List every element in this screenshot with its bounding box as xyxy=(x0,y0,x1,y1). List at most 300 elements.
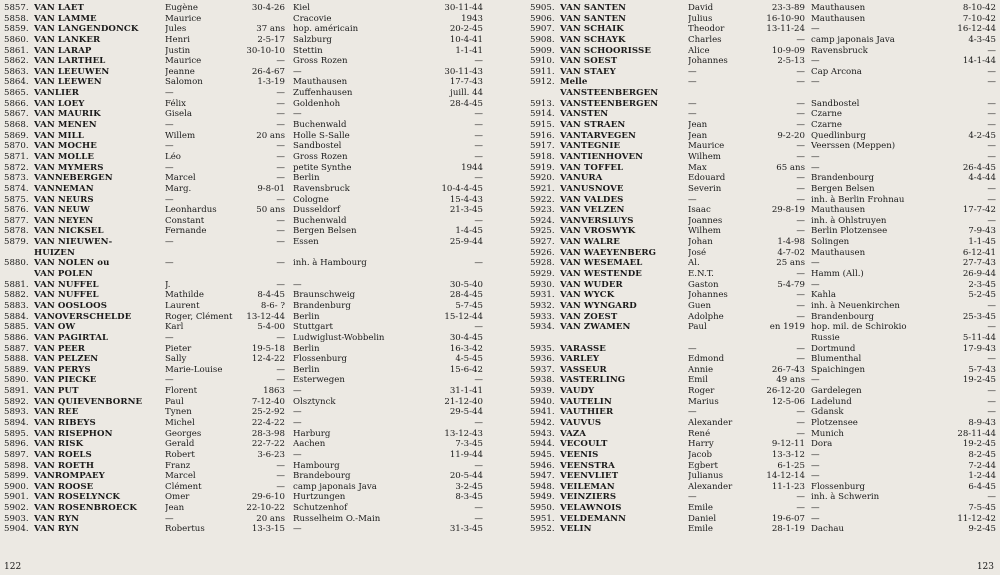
entry-number: 5938. xyxy=(530,375,555,386)
place: — xyxy=(811,77,820,88)
first-name: Salomon xyxy=(165,77,203,88)
death-date: — xyxy=(474,215,483,226)
surname: VAN REE xyxy=(34,407,79,418)
death-date: 20-2-45 xyxy=(449,24,483,35)
birth-date: 9-8-01 xyxy=(257,183,285,194)
place: — xyxy=(293,407,302,418)
birth-date: 28-3-98 xyxy=(251,428,285,439)
death-date: 28-11-44 xyxy=(957,428,996,439)
table-row xyxy=(500,141,1000,152)
birth-date: 9-2-20 xyxy=(777,130,805,141)
death-date: 1-4-45 xyxy=(455,226,483,237)
birth-date: 16-10-90 xyxy=(766,13,805,24)
table-row xyxy=(0,322,500,333)
birth-date: — xyxy=(796,34,805,45)
table-row xyxy=(500,258,1000,269)
table-row xyxy=(500,226,1000,237)
entry-number: 5923. xyxy=(530,205,555,216)
death-date: 21-12-40 xyxy=(444,396,483,407)
entry-number: 5899. xyxy=(4,471,29,482)
table-row xyxy=(0,429,500,440)
birth-date: 25 ans xyxy=(776,258,805,269)
place: Brandenbourg xyxy=(811,311,875,322)
first-name: Harry xyxy=(688,439,714,450)
birth-date: — xyxy=(276,109,285,120)
table-row xyxy=(500,418,1000,429)
first-name: Maurice xyxy=(165,56,202,67)
surname: VAN LANGENDONCK xyxy=(34,24,139,35)
table-row xyxy=(0,3,500,14)
first-name: Fernande xyxy=(165,226,207,237)
surname: VAUTELIN xyxy=(560,396,612,407)
surname: VAN LOEY xyxy=(34,98,85,109)
death-date: — xyxy=(987,151,996,162)
birth-date: 20 ans xyxy=(256,130,285,141)
death-date: 8-3-45 xyxy=(455,492,483,503)
first-name: — xyxy=(165,332,174,343)
place: Brandebourg xyxy=(293,471,351,482)
entry-number: 5902. xyxy=(4,503,29,514)
place: Hamm (All.) xyxy=(811,269,864,280)
birth-date: 1-4-98 xyxy=(777,237,805,248)
place: Ludwiglust-Wobbelin xyxy=(293,332,385,343)
place: Mauthausen xyxy=(811,247,866,258)
table-row xyxy=(0,24,500,35)
place: Berlin Plotzensee xyxy=(811,226,888,237)
death-date: 15-12-44 xyxy=(444,311,483,322)
place: Blumenthal xyxy=(811,354,862,365)
table-row xyxy=(0,195,500,206)
entry-number: 5903. xyxy=(4,513,29,524)
surname: VAN LARAP xyxy=(34,45,92,56)
first-name: Charles xyxy=(688,34,722,45)
entry-number: 5905. xyxy=(530,3,555,13)
birth-date: — xyxy=(796,290,805,301)
entry-number: 5930. xyxy=(530,279,555,290)
first-name: Georges xyxy=(165,428,202,439)
place: inh. à Schwerin xyxy=(811,492,880,503)
entry-number: 5920. xyxy=(530,173,555,184)
place: Berlin xyxy=(293,311,320,322)
surname: VAN PEER xyxy=(34,343,86,354)
entry-number: 5883. xyxy=(4,300,29,311)
table-row xyxy=(0,386,500,397)
place: — xyxy=(293,386,302,397)
entry-number: 5889. xyxy=(4,364,29,375)
table-row xyxy=(500,14,1000,25)
entry-number: 5910. xyxy=(530,56,555,67)
entry-number: 5893. xyxy=(4,407,29,418)
first-name: Alice xyxy=(688,45,710,56)
birth-date: — xyxy=(276,460,285,471)
place: Buchenwald xyxy=(293,215,347,226)
birth-date: — xyxy=(796,311,805,322)
place: — xyxy=(811,24,820,35)
table-row xyxy=(0,173,500,184)
table-row xyxy=(0,109,500,120)
birth-date: — xyxy=(276,364,285,375)
entry-number: 5877. xyxy=(4,215,29,226)
death-date: 25-3-45 xyxy=(962,311,996,322)
surname: VAN WALRE xyxy=(560,237,620,248)
death-date: 28-4-45 xyxy=(449,290,483,301)
place: Salzburg xyxy=(293,34,332,45)
place: Spaichingen xyxy=(811,364,866,375)
table-row xyxy=(0,461,500,472)
place: Schutzenhof xyxy=(293,503,348,514)
surname: VAN NOLEN ou xyxy=(34,258,110,269)
place: Mauthausen xyxy=(811,3,866,13)
entry-number: 5859. xyxy=(4,24,29,35)
entry-number: 5857. xyxy=(4,3,29,13)
place: Gdansk xyxy=(811,407,844,418)
surname: VELAWNOIS xyxy=(560,503,622,514)
table-row xyxy=(0,418,500,429)
surname: VAN OW xyxy=(34,322,76,333)
entry-number: 5891. xyxy=(4,386,29,397)
birth-date: — xyxy=(276,141,285,152)
entry-number: 5915. xyxy=(530,120,555,131)
birth-date: — xyxy=(796,173,805,184)
entry-number: 5864. xyxy=(4,77,29,88)
table-row xyxy=(0,312,500,323)
place: — xyxy=(811,503,820,514)
first-name: Paul xyxy=(688,322,707,333)
death-date: 13-12-43 xyxy=(444,428,483,439)
entry-number: 5943. xyxy=(530,428,555,439)
birth-date: 20 ans xyxy=(256,513,285,524)
death-date: 9-2-45 xyxy=(968,524,996,535)
death-date: — xyxy=(474,417,483,428)
birth-date: 30-10-10 xyxy=(246,45,285,56)
first-name: — xyxy=(165,375,174,386)
surname: VAN NEUW xyxy=(34,205,90,216)
entry-number: 5879. xyxy=(4,237,29,248)
surname: VAN MYMERS xyxy=(34,162,104,173)
place: — xyxy=(811,151,820,162)
entry-number: 5925. xyxy=(530,226,555,237)
first-name: Constant xyxy=(165,215,205,226)
entry-number: 5908. xyxy=(530,34,555,45)
entry-number: 5941. xyxy=(530,407,555,418)
table-row xyxy=(0,184,500,195)
birth-date: 12-4-22 xyxy=(251,354,285,365)
death-date: 5-7-45 xyxy=(455,300,483,311)
entry-number: 5876. xyxy=(4,205,29,216)
surname: VAN WESEMAEL xyxy=(560,258,643,269)
entry-number: 5898. xyxy=(4,460,29,471)
death-date: — xyxy=(987,407,996,418)
surname: VAN WYNGARD xyxy=(560,300,637,311)
place: Bergen Belsen xyxy=(811,183,875,194)
death-date: 7-5-45 xyxy=(968,503,996,514)
place: hop. mil. de Schirokio xyxy=(811,322,907,333)
surname: VASTERLING xyxy=(560,375,626,386)
first-name: — xyxy=(165,513,174,524)
place: Stuttgart xyxy=(293,322,333,333)
surname: VANROMPAEY xyxy=(34,471,105,482)
birth-date: 29-8-19 xyxy=(771,205,805,216)
death-date: 31-3-45 xyxy=(449,524,483,535)
table-row xyxy=(500,514,1000,525)
surname: VAN ROOSE xyxy=(34,481,94,492)
entry-number: 5940. xyxy=(530,396,555,407)
surname: VAN VALDES xyxy=(560,194,624,205)
death-date: 1-1-41 xyxy=(455,45,483,56)
place: Brandenbourg xyxy=(811,173,875,184)
first-name: Emile xyxy=(688,524,714,535)
surname: VAN NUFFEL xyxy=(34,279,99,290)
entry-number: 5907. xyxy=(530,24,555,35)
death-date: 15-4-43 xyxy=(449,194,483,205)
birth-date: 7-12-40 xyxy=(251,396,285,407)
surname: VANTARVEGEN xyxy=(560,130,637,141)
birth-date: 8-6- ? xyxy=(260,300,285,311)
surname: VAN RYN xyxy=(34,513,80,524)
first-name: Mathilde xyxy=(165,290,204,301)
entry-number: 5947. xyxy=(530,471,555,482)
death-date: 27-7-43 xyxy=(962,258,996,269)
table-row xyxy=(500,344,1000,355)
death-date: — xyxy=(474,258,483,269)
death-date: 1-1-45 xyxy=(968,237,996,248)
entry-number: 5904. xyxy=(4,524,29,535)
entry-number: 5917. xyxy=(530,141,555,152)
table-row xyxy=(500,131,1000,142)
first-name: Willem xyxy=(165,130,196,141)
surname: VAN SANTEN xyxy=(560,13,627,24)
table-row xyxy=(500,3,1000,14)
first-name: Robertus xyxy=(165,524,205,535)
first-name: Maurice xyxy=(165,13,202,24)
birth-date: — xyxy=(276,258,285,269)
surname: VAN SCHAIK xyxy=(560,24,624,35)
entry-number: 5892. xyxy=(4,396,29,407)
surname: VAN MILL xyxy=(34,130,84,141)
first-name: Jules xyxy=(165,24,187,35)
table-row xyxy=(0,46,500,57)
table-row xyxy=(500,312,1000,323)
place: — xyxy=(811,56,820,67)
surname: VAUVUS xyxy=(560,417,602,428)
birth-date: 12-5-06 xyxy=(771,396,805,407)
death-date: — xyxy=(474,56,483,67)
table-row xyxy=(0,205,500,216)
table-row xyxy=(0,365,500,376)
entry-number: 5950. xyxy=(530,503,555,514)
surname: VAUTHIER xyxy=(560,407,614,418)
birth-date: 13-12-44 xyxy=(246,311,285,322)
place: — xyxy=(811,279,820,290)
first-name: Franz xyxy=(165,460,191,471)
surname: VEINZIERS xyxy=(560,492,617,503)
death-date: 2-3-45 xyxy=(968,279,996,290)
entry-number: 5926. xyxy=(530,247,555,258)
table-row xyxy=(0,450,500,461)
death-date: 10-4-41 xyxy=(449,34,483,45)
first-name: Theodor xyxy=(688,24,725,35)
table-row xyxy=(0,397,500,408)
birth-date: 19-5-18 xyxy=(251,343,285,354)
first-name: Edmond xyxy=(688,354,725,365)
first-name: Henri xyxy=(165,34,190,45)
surname: VAN NUFFEL xyxy=(34,290,99,301)
entry-number: 5931. xyxy=(530,290,555,301)
first-name: Johan xyxy=(688,237,713,248)
death-date: 16-12-44 xyxy=(957,24,996,35)
first-name: Tynen xyxy=(165,407,192,418)
place: — xyxy=(811,513,820,524)
death-date: 4-3-45 xyxy=(968,34,996,45)
table-row xyxy=(0,524,500,535)
place: Dora xyxy=(811,439,833,450)
first-name: Adolphe xyxy=(688,311,724,322)
birth-date: 13-3-12 xyxy=(771,449,805,460)
birth-date: 2-5-13 xyxy=(777,56,805,67)
place: inh. à Hambourg xyxy=(293,258,367,269)
entry-number: 5919. xyxy=(530,162,555,173)
death-date: — xyxy=(987,322,996,333)
place: Kiel xyxy=(293,3,311,13)
death-date: 16-3-42 xyxy=(449,343,483,354)
death-date: 3-2-45 xyxy=(455,481,483,492)
entry-number: 5921. xyxy=(530,183,555,194)
table-row xyxy=(500,99,1000,110)
first-name: Maurice xyxy=(688,141,725,152)
place: Olsztynck xyxy=(293,396,336,407)
entry-number: 5897. xyxy=(4,449,29,460)
first-name: Max xyxy=(688,162,707,173)
right-page xyxy=(500,0,1000,575)
first-name: Roger, Clément xyxy=(165,311,233,322)
table-row xyxy=(0,131,500,142)
surname: VAN STAEY xyxy=(560,66,616,77)
place: Goldenhoh xyxy=(293,98,341,109)
entry-number: 5916. xyxy=(530,130,555,141)
table-row xyxy=(500,461,1000,472)
first-name: Marie-Louise xyxy=(165,364,223,375)
surname: VEENVLIET xyxy=(560,471,619,482)
surname: VAN QUIEVENBORNE xyxy=(34,396,143,407)
death-date: — xyxy=(474,109,483,120)
birth-date: — xyxy=(276,120,285,131)
place: Gardelegen xyxy=(811,386,862,397)
entry-number: 5860. xyxy=(4,34,29,45)
death-date: — xyxy=(987,77,996,88)
first-name: Clément xyxy=(165,481,202,492)
first-name: José xyxy=(688,247,707,258)
entry-number: 5952. xyxy=(530,524,555,535)
first-name: Roger xyxy=(688,386,715,397)
surname: Melle xyxy=(560,77,588,88)
place: Plotzensee xyxy=(811,417,858,428)
death-date: 14-1-44 xyxy=(962,56,996,67)
entry-number: 5933. xyxy=(530,311,555,322)
place: Ravensbruck xyxy=(811,45,868,56)
first-name: Jean xyxy=(688,120,708,131)
first-name: Severin xyxy=(688,183,722,194)
surname: VAN WAEYENBERG xyxy=(560,247,657,258)
surname: VANLIER xyxy=(34,88,79,99)
birth-date: — xyxy=(276,151,285,162)
entry-number: 5862. xyxy=(4,56,29,67)
entry-number: 5912. xyxy=(530,77,555,88)
first-name: Daniel xyxy=(688,513,717,524)
birth-date: 30-4-26 xyxy=(251,3,285,13)
birth-date: 5-4-00 xyxy=(257,322,285,333)
table-row xyxy=(500,269,1000,280)
table-row xyxy=(0,14,500,25)
place: — xyxy=(811,162,820,173)
table-row xyxy=(0,344,500,355)
death-date: 17-7-42 xyxy=(962,205,996,216)
surname: VAN NEURS xyxy=(34,194,94,205)
surname: VAN ROELS xyxy=(34,449,92,460)
death-date: — xyxy=(987,183,996,194)
place: — xyxy=(293,417,302,428)
table-row xyxy=(500,301,1000,312)
death-date: 5-2-45 xyxy=(968,290,996,301)
entry-number: 5888. xyxy=(4,354,29,365)
table-row xyxy=(500,471,1000,482)
surname: VEENSTRA xyxy=(560,460,615,471)
first-name: Alexander xyxy=(688,417,733,428)
table-row xyxy=(0,301,500,312)
death-date: — xyxy=(474,503,483,514)
entry-number: 5890. xyxy=(4,375,29,386)
first-name: — xyxy=(165,88,174,99)
birth-date: — xyxy=(276,471,285,482)
place: Russelheim O.-Main xyxy=(293,513,381,524)
first-name: Eugène xyxy=(165,3,199,13)
place: Flossenburg xyxy=(811,481,865,492)
entry-number: 5939. xyxy=(530,386,555,397)
place: Czarne xyxy=(811,120,842,131)
first-name: — xyxy=(165,194,174,205)
table-row xyxy=(500,56,1000,67)
death-date: 1944 xyxy=(461,162,483,173)
place: Flossenburg xyxy=(293,354,347,365)
first-name: Omer xyxy=(165,492,190,503)
surname: VEILEMAN xyxy=(560,481,615,492)
table-row xyxy=(500,482,1000,493)
birth-date: 25-2-92 xyxy=(251,407,285,418)
first-name: Paul xyxy=(165,396,184,407)
surname: VECOULT xyxy=(560,439,608,450)
first-name: — xyxy=(688,66,697,77)
surname: VAN SCHOORISSE xyxy=(560,45,651,56)
entry-number: 5948. xyxy=(530,481,555,492)
right-register-list xyxy=(500,3,1000,535)
death-date: 7-2-44 xyxy=(968,460,996,471)
death-date: 4-2-45 xyxy=(968,130,996,141)
birth-date: 26-4-67 xyxy=(251,66,285,77)
place: Cap Arcona xyxy=(811,66,862,77)
birth-date: 65 ans xyxy=(776,162,805,173)
table-row xyxy=(500,152,1000,163)
first-name: Egbert xyxy=(688,460,718,471)
surname: VAN RIBEYS xyxy=(34,417,96,428)
place: — xyxy=(293,66,302,77)
table-row xyxy=(0,354,500,365)
surname: VAN PERYS xyxy=(34,364,91,375)
surname: VAN VROSWYK xyxy=(560,226,636,237)
entry-number: 5900. xyxy=(4,481,29,492)
surname: VAN RISEPHON xyxy=(34,428,113,439)
place: Bergen Belsen xyxy=(293,226,357,237)
death-date: 25-9-44 xyxy=(449,237,483,248)
first-name: E.N.T. xyxy=(688,269,714,280)
